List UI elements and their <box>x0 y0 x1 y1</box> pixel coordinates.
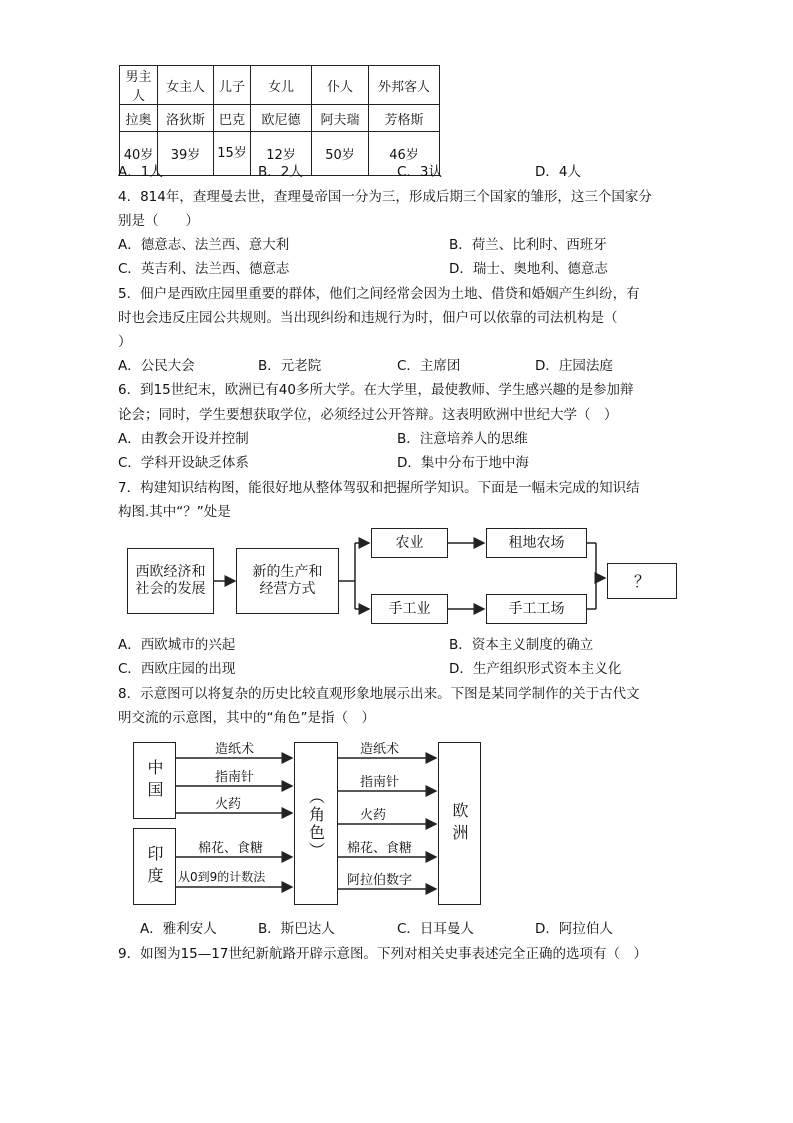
table-header: 男主人 <box>120 66 158 105</box>
q5-stem-line2: 时也会违反庄园公共规则。当出现纠纷和违规行为时，佃户可以依靠的司法机构是（ <box>118 310 618 326</box>
q7-option-d[interactable]: D．生产组织形式资本主义化 <box>449 661 622 677</box>
q8-stem-line2: 明交流的示意图，其中的“角色”是指（ ） <box>118 710 375 726</box>
q7-box-rental-farm: 租地农场 <box>486 528 587 558</box>
q7-option-b[interactable]: B．资本主义制度的确立 <box>449 637 594 653</box>
q3-option-a[interactable]: A．1人 <box>118 164 163 180</box>
q3-option-c[interactable]: C．3认 <box>397 164 443 180</box>
q4-option-a[interactable]: A．德意志、法兰西、意大利 <box>118 237 290 253</box>
q8-left-label: 火药 <box>215 797 242 812</box>
q8-right-label: 棉花、食糖 <box>347 841 413 856</box>
q4-stem-line1: 4．814年，查理曼去世，查理曼帝国一分为三，形成后期三个国家的雏形，这三个国家分 <box>118 189 652 205</box>
table-cell: 洛狄斯 <box>158 105 214 132</box>
table-cell: 芳格斯 <box>369 105 440 132</box>
table-cell: 12岁 <box>251 132 312 176</box>
q7-box-agriculture: 农业 <box>371 528 448 558</box>
q4-option-b[interactable]: B．荷兰、比利时、西班牙 <box>449 237 607 253</box>
family-table <box>119 65 440 176</box>
q3-option-d[interactable]: D．4人 <box>535 164 581 180</box>
table-cell: 50岁 <box>312 132 369 176</box>
q8-left-label: 棉花、食糖 <box>198 841 264 856</box>
table-header: 女儿 <box>251 66 312 105</box>
q5-stem-line1: 5．佃户是西欧庄园里重要的群体，他们之间经常会因为土地、借贷和婚姻产生纠纷，有 <box>118 286 640 302</box>
q5-option-c[interactable]: C．主席团 <box>397 358 461 374</box>
table-header: 外邦客人 <box>369 66 440 105</box>
table-cell: 阿夫瑞 <box>312 105 369 132</box>
table-cell: 40岁 <box>120 132 158 176</box>
table-cell: 巴克 <box>214 105 251 132</box>
table-cell: 46岁 <box>369 132 440 176</box>
q3-option-b[interactable]: B．2人 <box>258 164 303 180</box>
q5-option-b[interactable]: B．元老院 <box>258 358 322 374</box>
q4-option-c[interactable]: C．英吉利、法兰西、德意志 <box>118 261 290 277</box>
table-header: 仆人 <box>312 66 369 105</box>
q7-stem-line2: 构图.其中“？”处是 <box>118 504 231 520</box>
q4-stem-line2: 别是（ ） <box>118 213 199 229</box>
q7-box-workshop: 手工工场 <box>486 594 587 624</box>
q6-option-d[interactable]: D．集中分布于地中海 <box>397 455 529 471</box>
q5-stem-line3: ） <box>118 334 132 350</box>
q8-right-label: 指南针 <box>360 775 400 790</box>
table-cell: 39岁 <box>158 132 214 176</box>
table-header: 女主人 <box>158 66 214 105</box>
q8-box-india: 印度 <box>133 828 176 905</box>
q8-box-europe: 欧洲 <box>438 742 481 905</box>
q6-stem-line2: 论会；同时，学生要想获取学位，必须经过公开答辩。这表明欧洲中世纪大学（ ） <box>118 407 618 423</box>
q6-stem-line1: 6．到15世纪末，欧洲已有40多所大学。在大学里，最使教师、学生感兴趣的是参加辩 <box>118 382 634 398</box>
q9-stem-line1: 9．如图为15—17世纪新航路开辟示意图。下列对相关史事表述完全正确的选项有（ ） <box>118 946 647 962</box>
q7-box-unknown: ？ <box>607 563 677 599</box>
q5-option-d[interactable]: D．庄园法庭 <box>535 358 613 374</box>
q6-option-c[interactable]: C．学科开设缺乏体系 <box>118 455 249 471</box>
q7-option-c[interactable]: C．西欧庄园的出现 <box>118 661 236 677</box>
q8-left-label: 造纸术 <box>215 742 255 757</box>
q7-box-handicraft: 手工业 <box>371 594 448 624</box>
q8-left-label: 指南针 <box>215 770 255 785</box>
q7-box-production: 新的生产和经营方式 <box>236 548 339 614</box>
table-header: 儿子 <box>214 66 251 105</box>
q8-option-b[interactable]: B．斯巴达人 <box>258 921 335 937</box>
q8-right-label: 火药 <box>360 808 387 823</box>
table-cell: 15岁 <box>214 132 251 176</box>
q8-stem-line1: 8．示意图可以将复杂的历史比较直观形象地展示出来。下图是某同学制作的关于古代文 <box>118 686 640 702</box>
q8-box-role: （角色） <box>294 742 338 905</box>
table-cell: 欧尼德 <box>251 105 312 132</box>
table-cell: 拉奥 <box>120 105 158 132</box>
q8-box-china: 中国 <box>133 742 176 819</box>
q4-option-d[interactable]: D．瑞士、奥地利、德意志 <box>449 261 608 277</box>
q7-box-economy: 西欧经济和社会的发展 <box>127 548 214 614</box>
q8-right-label: 造纸术 <box>360 742 400 757</box>
q7-option-a[interactable]: A．西欧城市的兴起 <box>118 637 236 653</box>
q8-left-label: 从0到9的计数法 <box>178 870 266 884</box>
q8-option-a[interactable]: A．雅利安人 <box>140 921 217 937</box>
q8-option-c[interactable]: C．日耳曼人 <box>397 921 474 937</box>
q7-stem-line1: 7．构建知识结构图，能很好地从整体驾驭和把握所学知识。下面是一幅未完成的知识结 <box>118 480 640 496</box>
q6-option-a[interactable]: A．由教会开设并控制 <box>118 431 249 447</box>
q6-option-b[interactable]: B．注意培养人的思维 <box>397 431 528 447</box>
q8-option-d[interactable]: D．阿拉伯人 <box>535 921 613 937</box>
q5-option-a[interactable]: A．公民大会 <box>118 358 195 374</box>
q8-right-label: 阿拉伯数字 <box>347 873 413 888</box>
